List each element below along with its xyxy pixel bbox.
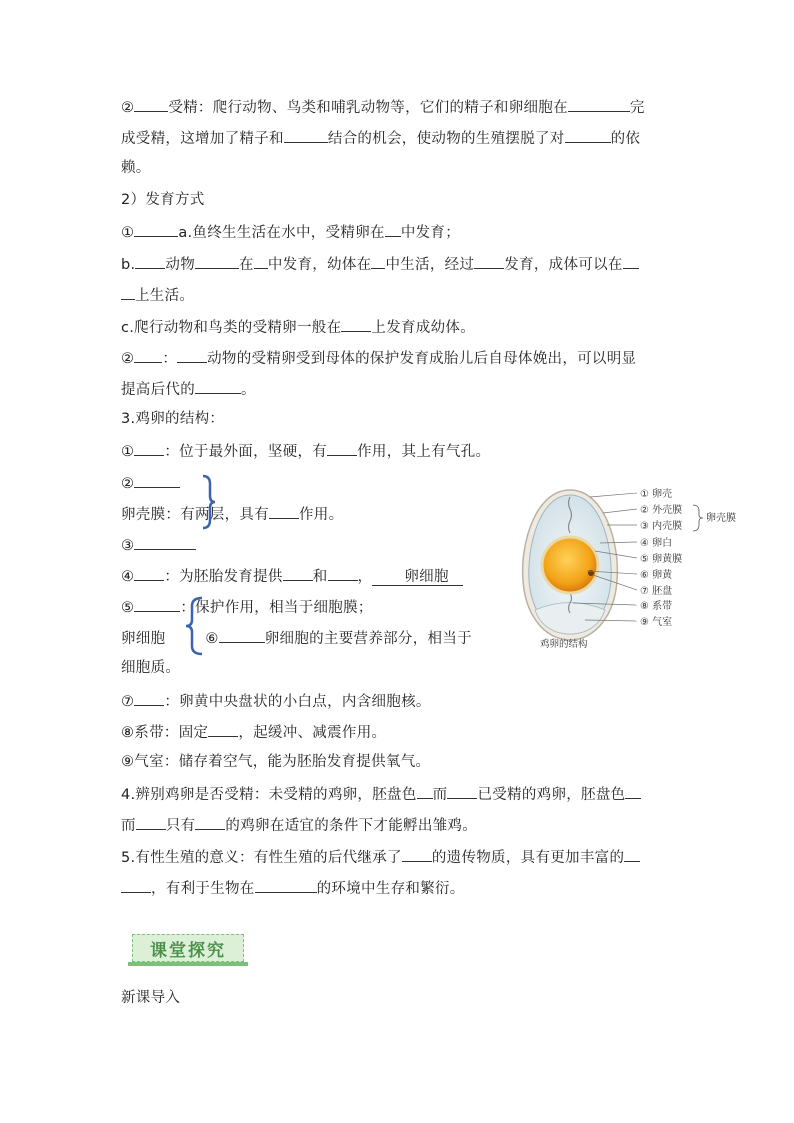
text-line: ⑤ ：保护作用，相当于细胞膜；: [121, 596, 373, 618]
text-line: 成受精，这增加了精子和 结合的机会，使动物的生殖摆脱了对 的依: [121, 127, 640, 149]
section-subtitle: 新课导入: [121, 990, 181, 1006]
membrane-group-label: 卵壳膜: [706, 513, 736, 524]
figure-label: ⑥ 卵黄: [640, 570, 673, 581]
text-line: 赖。: [121, 160, 151, 176]
text-line: ③: [121, 534, 196, 556]
text-line: ② ： 动物的受精卵受到母体的保护发育成胎儿后自母体娩出，可以明显: [121, 347, 636, 369]
text-line: ④ ：为胚胎发育提供 和 ， 卵细胞: [121, 565, 463, 587]
text-line: 5.有性生殖的意义：有性生殖的后代继承了 的遗传物质，具有更加丰富的: [121, 846, 640, 868]
text-line: ② 受精：爬行动物、鸟类和哺乳动物等，它们的精子和卵细胞在 完: [121, 96, 645, 118]
section-badge-text: 课堂探究: [132, 934, 244, 962]
figure-label: ⑧ 系带: [640, 601, 673, 612]
figure-label: ⑦ 胚盘: [640, 586, 673, 597]
text-line: ⑦ ：卵黄中央盘状的小白点，内含细胞核。: [121, 690, 431, 712]
text-line: 而 只有 的鸡卵在适宜的条件下才能孵出雏鸡。: [121, 814, 477, 836]
egg-structure-figure: [515, 485, 755, 650]
text-line: ②: [121, 472, 180, 494]
text-line: ⑨气室：储存着空气，能为胚胎发育提供氧气。: [121, 754, 431, 770]
figure-label: ③ 内壳膜: [640, 521, 683, 532]
text-line: 提高后代的 。: [121, 378, 256, 400]
figure-label: ④ 卵白: [640, 538, 673, 549]
text-line: 4.辨别鸡卵是否受精：未受精的鸡卵，胚盘色 而 已受精的鸡卵，胚盘色: [121, 783, 641, 805]
text-line: 2）发育方式: [121, 192, 205, 208]
text-line: 3.鸡卵的结构：: [121, 411, 225, 427]
text-line: 上生活。: [121, 284, 194, 306]
text-line: ① ：位于最外面，坚硬，有 作用，其上有气孔。: [121, 440, 490, 462]
yolk: [542, 537, 598, 593]
figure-caption: 鸡卵的结构: [540, 639, 588, 650]
figure-label: ① 卵壳: [640, 489, 673, 500]
text-line: 细胞质。: [121, 660, 181, 676]
text-line: ① a.鱼终生生活在水中，受精卵在 中发育；: [121, 221, 460, 243]
text-line: 卵细胞 ⑥ 卵细胞的主要营养部分，相当于: [121, 627, 472, 649]
text-line: ，有利于生物在 的环境中生存和繁衍。: [121, 877, 465, 899]
figure-label: ⑨ 气室: [640, 617, 673, 628]
text-line: ⑧系带：固定 ，起缓冲、减震作用。: [121, 721, 386, 743]
section-badge: [128, 930, 248, 966]
figure-label: ⑤ 卵黄膜: [640, 554, 683, 565]
text-line: c.爬行动物和鸟类的受精卵一般在 上发育成幼体。: [121, 316, 475, 338]
shell-membrane-brace: [200, 474, 216, 530]
text-line: 卵壳膜：有两层，具有 作用。: [121, 503, 343, 525]
text-line: b. 动物 在 中发育，幼体在 中生活，经过 发育，成体可以在: [121, 253, 639, 275]
egg-cell-brace: [176, 596, 206, 656]
figure-label: ② 外壳膜: [640, 505, 683, 516]
